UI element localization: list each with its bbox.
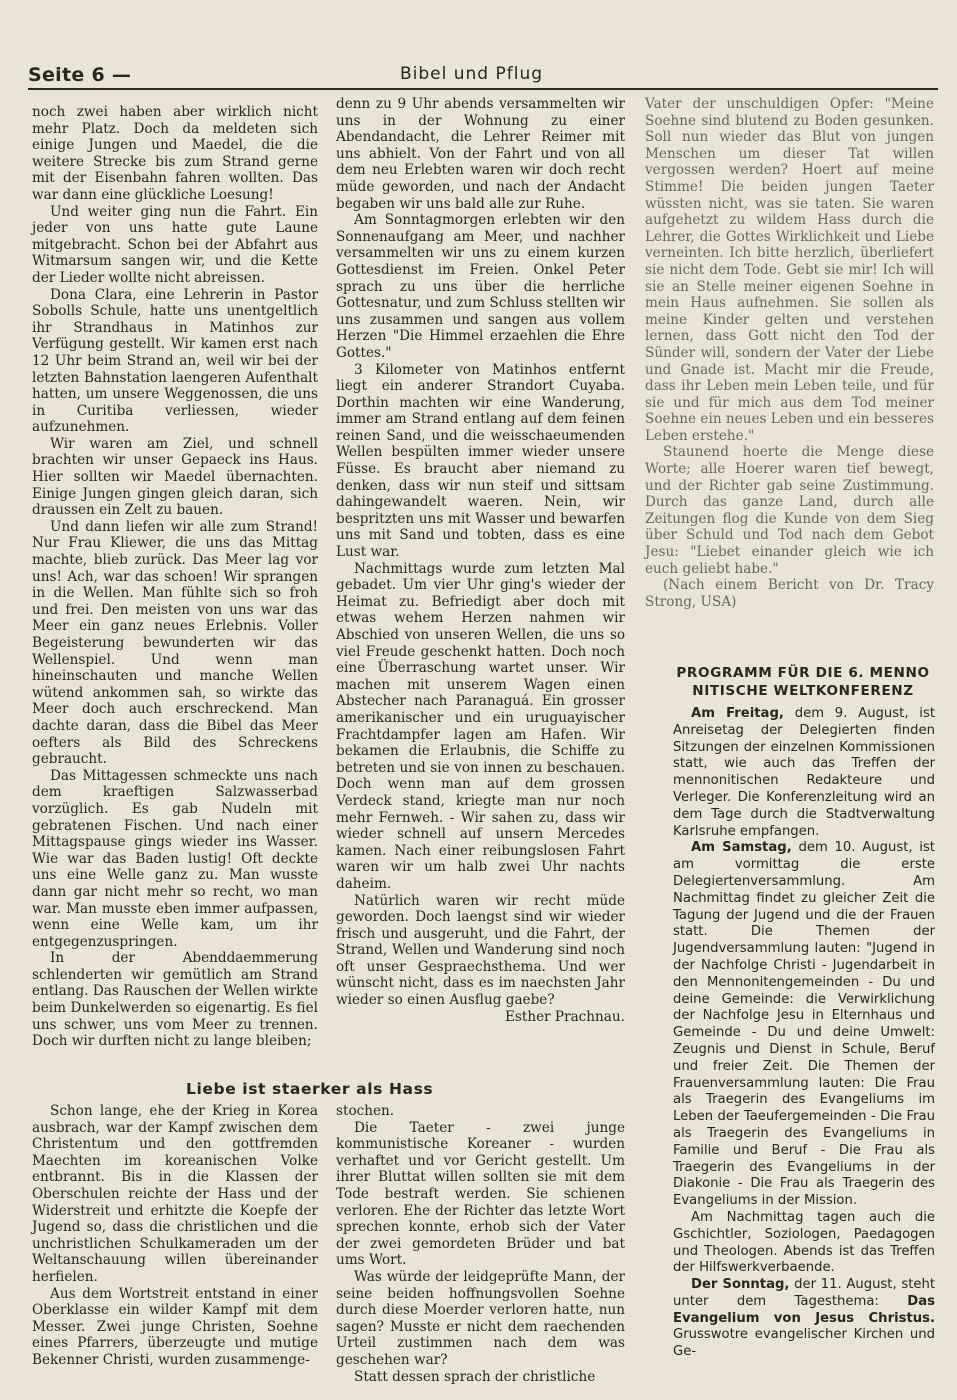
paragraph-samstag bbox=[673, 840, 935, 1210]
paragraph: Und weiter ging nun die Fahrt. Ein jeder von uns hatte gute Laune mitgebracht. Schon bei der Abfahrt aus Witmarsum sangen wir, und die Kette der Lieder wollte nicht abreissen. bbox=[32, 203, 318, 286]
paragraph-sonntag bbox=[673, 1277, 935, 1361]
column-2-bottom bbox=[336, 1103, 625, 1385]
headline-programm: PROGRAMM FÜR DIE 6. MENNO NITISCHE WELTKONFERENZ bbox=[676, 665, 930, 699]
paragraph: In der Abenddaemmerung schlenderten wir gemütlich am Strand entlang. Das Rauschen der Wellen wirkte beim Dunkelwerden so eigenartig. Es fiel uns schwer, uns vom Meer zu trennen. Doch wir durften nicht zu lange bleiben; bbox=[32, 950, 318, 1050]
column-2-top bbox=[336, 96, 625, 1025]
paragraph: 3 Kilometer von Matinhos entfernt liegt ein anderer Strandort Cuyaba. Dorthin machten wir eine Wanderung, immer am Strand entlang auf dem feinen reinen Sand, und die weisschaeumenden Wellen bespülten immer wieder unsere Füsse. Es braucht aber niemand zu denken, dass wir nun steif und sittsam dahingewandelt waeren. Nein, wir bespritzten uns mit Wasser und bewarfen uns mit Sand und tobten, dass es eine Lust war. bbox=[336, 361, 625, 561]
paragraph: Das Mittagessen schmeckte uns nach dem kraeftigen Salzwasserbad vorzüglich. Es gab Nudeln mit gebratenen Fischen. Und nach einer Mittagspause gings wieder ins Wasser. Wie war das Baden lustig! Oft deckte uns eine Welle ganz zu. Man wusste dann gar nicht mehr so recht, wo man war. Man musste eben immer aufpassen, wenn eine Welle kam, um ihr entgegenzuspringen. bbox=[32, 767, 318, 950]
paragraph: Am Sonntagmorgen erlebten wir den Sonnenaufgang am Meer, und nachher versammelten wir uns zu einem kurzen Gottesdienst im Freien. Onkel Peter sprach zu uns über die herrliche Gottesnatur, und zum Schluss stellten wir uns zusammen und sangen aus vollem Herzen "Die Himmel erzaehlen die Ehre Gottes." bbox=[336, 212, 625, 361]
samstag-text: dem 10. August, ist am vormittag die erste Delegiertenversammlung. Am Nachmittag findet zu gleicher Zeit die Tagung der Jugend und die der Frauen statt. Die Themen der Jugendversammlung lauten: "Jugend in der Nachfolge Christi - Jugendarbeit in den Mennonitengemeinden - Du und deine Gemeinde: die Verwirklichung der Nachfolge Jesu in Elternhaus und Gemeinde - Du und deine Umwelt: Zeugnis und Dienst in Schule, Beruf und freier Zeit. Die Themen der Frauenversammlung lauten: Die Frau als Traegerin des Evangeliums im Leben der Taeufergemeinden - Die Frau als Traegerin des Evangeliums in Familie und Beruf - Die Frau als Traegerin des Evangeliums in der Diakonie - Die Frau als Traegerin des Evangeliums in der Mission. bbox=[673, 840, 935, 1209]
paragraph: Dona Clara, eine Lehrerin in Pastor Sobolls Schule, hatte uns unentgeltlich ihr Strandhaus in Matinhos zur Verfügung gestellt. Wir kamen erst nach 12 Uhr beim Strand an, weil wir bei der letzten Bahnstation laengeren Aufenthalt hatten, um unsere Weggenossen, die uns in Curitiba verliessen, wieder aufzunehmen. bbox=[32, 286, 318, 436]
paragraph: Staunend hoerte die Menge diese Worte; alle Hoerer waren tief bewegt, und der Richter gab seine Zustimmung. Durch das ganze Land, durch alle Zeitungen flog die Kunde von dem Sieg über Schuld und Tod nach dem Gebot Jesu: "Liebet einander gleich wie ich euch geliebt habe." bbox=[645, 444, 934, 577]
paragraph-nachmittag: Am Nachmittag tagen auch die Gschichtler, Soziologen, Paedagogen und Theologen. Abends ist das Treffen der Hilfswerkverbaende. bbox=[673, 1209, 935, 1276]
paragraph: Natürlich waren wir recht müde geworden. Doch laengst sind wir wieder frisch und ausgeruht, und die Fahrt, der Strand, Wellen und Wanderung sind noch oft unser Gespraechsthema. Und wer wünscht nicht, dass es im naechsten Jahr wieder so einen Ausflug gaebe? bbox=[336, 892, 625, 1009]
samstag-lead: Am Samstag, bbox=[691, 840, 792, 856]
sonntag-tail: Grusswotre evangelischer Kirchen und Ge- bbox=[673, 1327, 935, 1360]
sonntag-text: der 11. August, steht unter dem Tagesthema: bbox=[673, 1277, 936, 1309]
paragraph: Aus dem Wortstreit entstand in einer Oberklasse ein wilder Kampf mit dem Messer. Zwei junge Christen, Soehne eines Pfarrers, überzeugte und mutige Bekenner Christi, wurden zusammenge- bbox=[32, 1285, 318, 1368]
paragraph: Die Taeter - zwei junge kommunistische Koreaner - wurden verhaftet und vor Gericht gestellt. Um ihrer Bluttat willen sollten sie mit dem Tode bestraft werden. Sie schienen verloren. Ehe der Richter das letzte Wort sprechen konnte, erhob sich der Vater der zwei gemordeten Brüder und bat ums Wort. bbox=[336, 1119, 625, 1269]
headline-liebe: Liebe ist staerker als Hass bbox=[186, 1080, 434, 1098]
freitag-lead: Am Freitag, bbox=[691, 706, 784, 721]
column-1-bottom bbox=[32, 1103, 318, 1369]
freitag-text: dem 9. August, ist Anreisetag der Delegierten finden Sitzungen der einzelnen Kommissionen statt, wie auch das Treffen der mennonitischen Redakteure und Verleger. Die Konferenzleitung wird an dem Tage durch die Stadtverwaltung Karlsruhe empfangen. bbox=[673, 706, 935, 839]
paragraph: Wir waren am Ziel, und schnell brachten wir unser Gepaeck ins Haus. Hier sollten wir Maedel übernachten. Einige Jungen gingen gleich daran, sich draussen ein Zelt zu bauen. bbox=[32, 435, 318, 519]
source-note: (Nach einem Bericht von Dr. Tracy Strong, USA) bbox=[645, 577, 934, 610]
page-number: Seite 6 — bbox=[28, 64, 132, 86]
page-header bbox=[28, 62, 938, 92]
paragraph: Schon lange, ehe der Krieg in Korea ausbrach, war der Kampf zwischen dem Christentum und den gottfremden Maechten im koreanischen Volke entbrannt. Bis in die Klassen der Oberschulen reichte der Hass und der Widerstreit und erhitzte die Koepfe der Jugend so, dass die christlichen und die unchristlichen Schulkameraden um der Weltanschauung willen übereinander herfielen. bbox=[32, 1103, 318, 1285]
column-3-top bbox=[645, 96, 934, 610]
column-3-programm bbox=[673, 706, 935, 1361]
publication-title: Bibel und Pflug bbox=[400, 64, 544, 84]
sonntag-lead: Der Sonntag, bbox=[691, 1277, 790, 1293]
sonntag-theme: Das Evangelium von Jesus Christus. bbox=[673, 1293, 935, 1326]
paragraph: noch zwei haben aber wirklich nicht mehr Platz. Doch da meldeten sich einige Jungen und Maedel, die die weitere Strecke bis zum Strand gerne mit der Eisenbahn fahren wollten. Das war dann eine glückliche Loesung! bbox=[32, 104, 318, 203]
author-signature: Esther Prachnau. bbox=[504, 1008, 625, 1025]
paragraph: Was würde der leidgeprüfte Mann, der seine beiden hoffnungsvollen Soehne durch diese Moerder verloren hatte, nun sagen? Musste er nicht dem raechenden Urteil zustimmen nach dem was geschehen war? bbox=[336, 1268, 625, 1368]
paragraph: Nachmittags wurde zum letzten Mal gebadet. Um vier Uhr ging's wieder der Heimat zu. Befriedigt aber doch mit etwas wehem Herzen nahmen wir Abschied von unseren Wellen, die uns so viel Freude geschenkt hatten. Doch noch eine Überraschung wartet unser. Wir machen mit unserem Wagen einen Abstecher nach Paranaguá. Ein grosser amerikanischer und ein uruguayischer Frachtdampfer lagen am Hafen. Wir bekamen die Erlaubnis, die Schiffe zu betreten und sie von innen zu beschauen. Doch wenn man auf dem grossen Verdeck stand, kriegte man nur noch mehr Fernweh. - Wir sahen zu, dass wir wieder schnell auf unsern Mercedes kamen. Nach einer reibungslosen Fahrt waren wir um halb zwei Uhr nachts daheim. bbox=[336, 560, 625, 892]
column-1-top bbox=[32, 104, 318, 1050]
paragraph-freitag bbox=[673, 706, 935, 840]
paragraph: denn zu 9 Uhr abends versammelten wir uns in der Wohnung zu einer Abendandacht, die Lehrer Reimer mit uns abhielt. Von der Fahrt und von all dem neu Erlebten waren wir doch recht müde geworden, und nach der Andacht begaben wir uns bald alle zur Ruhe. bbox=[336, 96, 625, 212]
paragraph: stochen. bbox=[336, 1103, 395, 1119]
paragraph: Statt dessen sprach der christliche bbox=[354, 1368, 596, 1385]
paragraph: Und dann liefen wir alle zum Strand! Nur Frau Kliewer, die uns das Mittag machte, blieb zurück. Das Meer lag vor uns! Ach, war das schoen! Wir sprangen in die Wellen. Man fühlte sich so froh und frei. Den meisten von uns war das Meer ein ganz neues Erlebnis. Voller Begeisterung bewunderten wir das Wellenspiel. Und wenn man hineinschauten und manche Wellen wütend ankommen sah, so wirkte das Meer doch auch erschreckend. Man dachte daran, dass die Bibel das Meer oefters als Bild des Schreckens gebraucht. bbox=[32, 518, 318, 768]
paragraph: Vater der unschuldigen Opfer: "Meine Soehne sind blutend zu Boden gesunken. Soll nun wieder das Blut von jungen Menschen um dieser Tat willen vergossen werden? Hoert auf meine Stimme! Die beiden jungen Taeter wüssten nicht, was sie taten. Sie waren aufgehetzt zu wildem Hass durch die Lehrer, die Gottes Wirklichkeit und Liebe verneinten. Ich bitte herzlich, überliefert sie nicht dem Tode. Gebt sie mir! Ich will sie an Stelle meiner eigenen Soehne in mein Haus aufnehmen. Sie sollen als meine Kinder gelten und verstehen lernen, dass Gott nicht den Tod der Sünder will, sondern der Vater der Liebe und Gnade ist. Macht mir die Freude, dass ihr Leben mein Leben teile, und für sie und für mich aus dem Tod meiner Soehne ein neues Leben und ein besseres Leben erstehe." bbox=[645, 96, 934, 444]
header-rule bbox=[28, 88, 938, 90]
